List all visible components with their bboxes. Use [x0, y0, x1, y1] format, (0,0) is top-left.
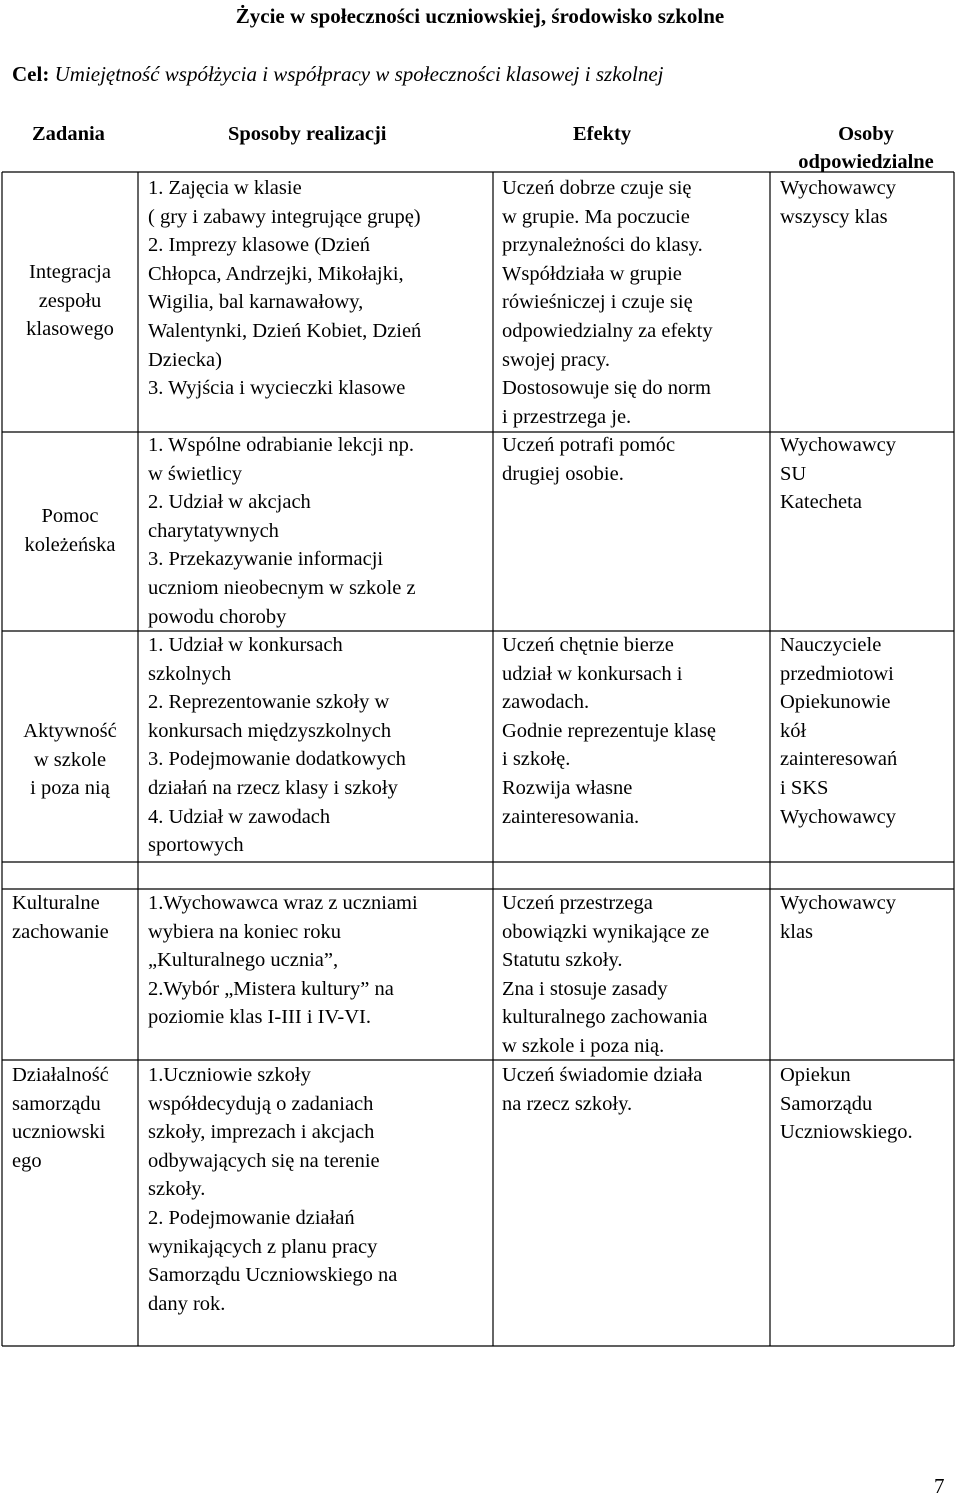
- row-3-persons: Nauczyciele przedmiotowi Opiekunowie kół zainteresowań i SKS Wychowawcy: [780, 634, 898, 828]
- row-4-effects: Uczeń przestrzega obowiązki wynikające ze Statutu szkoły. Zna i stosuje zasady kulturalnego zachowania w szkole i poza nią.: [502, 892, 710, 1057]
- row-3-methods: 1. Udział w konkursach szkolnych 2. Reprezentowanie szkoły w konkursach międzyszkolnych 3. Podejmowanie dodatkowych działań na rzecz klasy i szkoły 4. Udział w zawodach sportowych: [148, 634, 406, 857]
- row-1-methods: 1. Zajęcia w klasie ( gry i zabawy integrujące grupę) 2. Imprezy klasowe (Dzień Chłopca, Andrzejki, Mikołajki, Wigilia, bal karnawałowy, Walentynki, Dzień Kobiet, Dzień Dziecka) 3. Wyjścia i wycieczki klasowe: [148, 177, 422, 400]
- header-efekty: Efekty: [573, 123, 632, 145]
- page-number: 7: [934, 1474, 945, 1498]
- row-4-task: Kulturalne zachowanie: [12, 892, 109, 943]
- document-title: Życie w społeczności uczniowskiej, środowisko szkolne: [235, 4, 725, 28]
- row-5-task: Działalność samorządu uczniowski ego: [12, 1064, 109, 1172]
- row-3-task: Aktywność w szkole i poza nią: [23, 720, 117, 800]
- header-osoby: Osoby odpowiedzialne: [798, 123, 934, 173]
- row-4-persons: Wychowawcy klas: [780, 892, 897, 943]
- row-1-effects: Uczeń dobrze czuje się w grupie. Ma poczucie przynależności do klasy. Współdziała w grupie rówieśniczej i czuje się odpowiedzialny za efekty swojej pracy. Dostosowuje się do norm i przestrzega je.: [502, 177, 713, 428]
- goal-text: Umiejętność współżycia i współpracy w społeczności klasowej i szkolnej: [49, 62, 664, 86]
- row-2-effects: Uczeń potrafi pomóc drugiej osobie.: [502, 434, 676, 485]
- row-2-task: Pomoc koleżeńska: [24, 505, 116, 556]
- row-5-effects: Uczeń świadomie działa na rzecz szkoły.: [502, 1064, 703, 1115]
- row-1-task: Integracja zespołu klasowego: [26, 261, 114, 341]
- row-4-methods: 1.Wychowawca wraz z uczniami wybiera na koniec roku „Kulturalnego ucznia”, 2.Wybór „Mistera kultury” na poziomie klas I-III i IV-VI.: [148, 892, 418, 1029]
- row-5-methods: 1.Uczniowie szkoły współdecydują o zadaniach szkoły, imprezach i akcjach odbywających się na terenie szkoły. 2. Podejmowanie działań wynikających z planu pracy Samorządu Uczniowskiego na dany rok.: [148, 1064, 398, 1315]
- row-2-persons: Wychowawcy SU Katecheta: [780, 434, 897, 514]
- row-1-persons: Wychowawcy wszyscy klas: [780, 177, 897, 228]
- row-3-effects: Uczeń chętnie bierze udział w konkursach i zawodach. Godnie reprezentuje klasę i szkołę. Rozwija własne zainteresowania.: [502, 634, 717, 828]
- row-5-persons: Opiekun Samorządu Uczniowskiego.: [780, 1064, 913, 1144]
- header-sposoby: Sposoby realizacji: [228, 123, 387, 145]
- goal-label: Cel:: [12, 62, 50, 86]
- row-2-methods: 1. Wspólne odrabianie lekcji np. w świetlicy 2. Udział w akcjach charytatywnych 3. Przekazywanie informacji uczniom nieobecnym w szkole z powodu choroby: [148, 434, 416, 628]
- header-zadania: Zadania: [32, 123, 105, 145]
